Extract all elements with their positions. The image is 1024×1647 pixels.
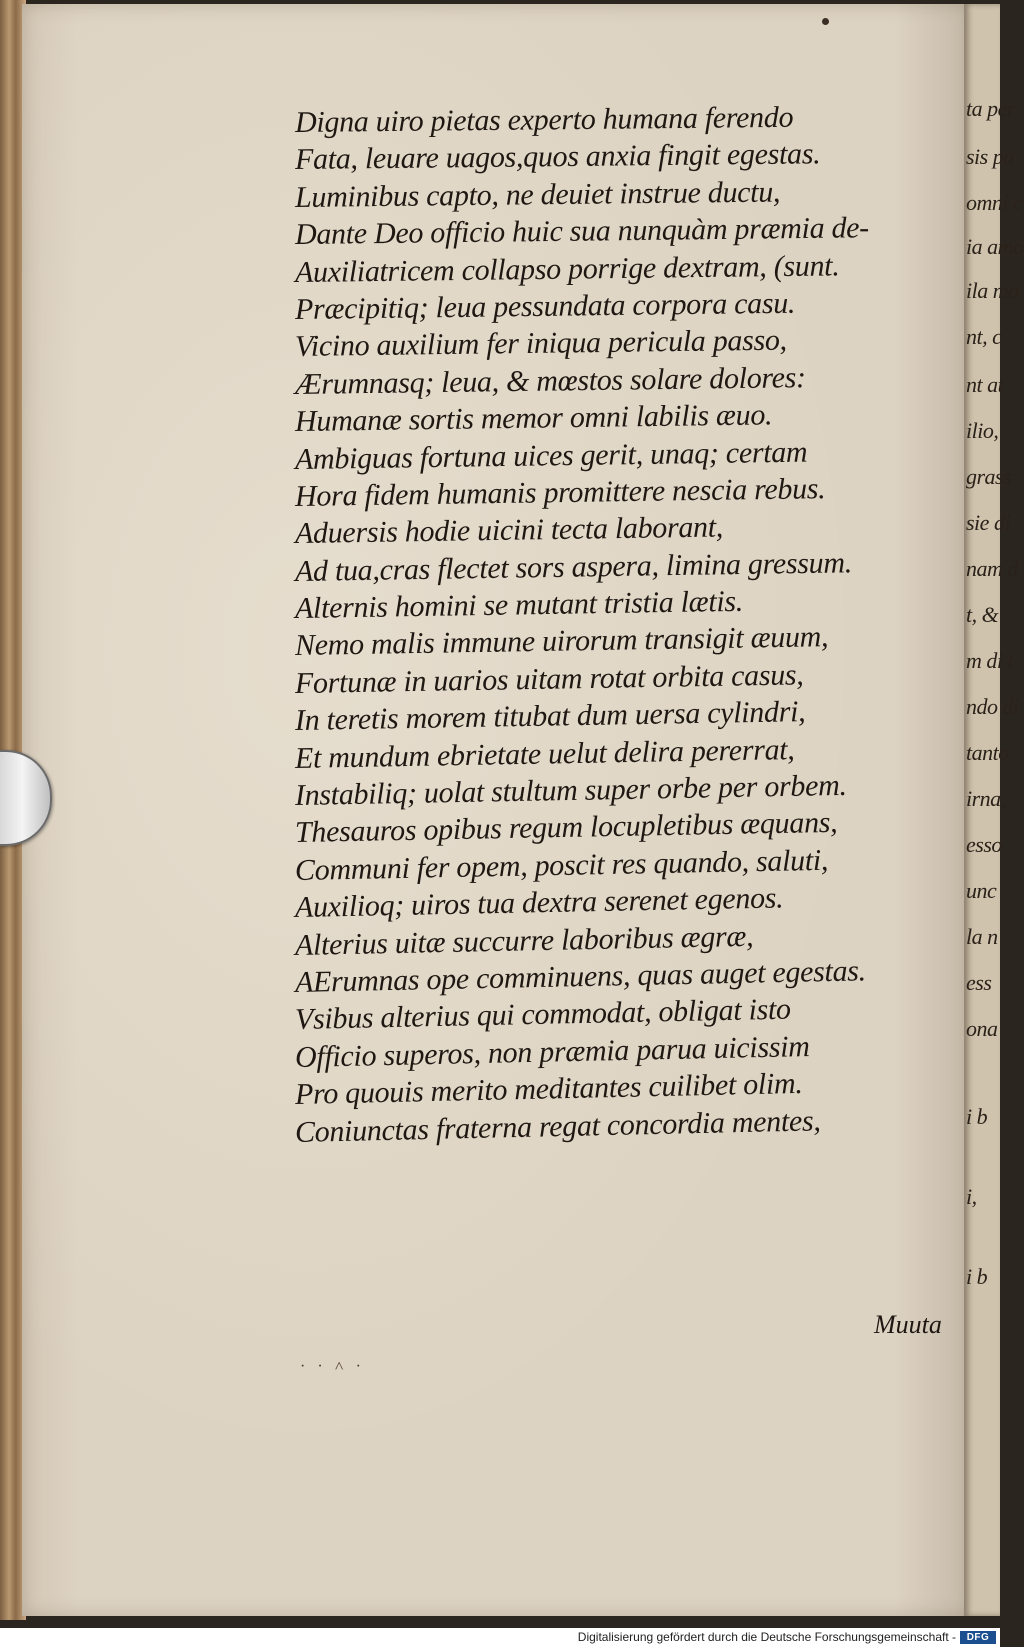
- next-page-strip: ta per sis pa omni c ia amo ila mo nt, c nt at ilio, grass sie di nam d t, & m di t ndo di tanto irna, esso unc la n ess ona i b i, i b: [964, 4, 1000, 1616]
- ink-marks: · · ˄ ·: [300, 1358, 366, 1375]
- verse-line: Coniunctas fraterna regat concordia mentes,: [294, 1103, 821, 1149]
- verse-line: Ærumnasq; leua, & mœstos solare dolores:: [294, 360, 806, 401]
- verse-line: Ambiguas fortuna uices gerit, unaq; certam: [294, 435, 808, 476]
- dfg-logo: DFG: [960, 1631, 996, 1644]
- ink-dot: [822, 18, 829, 25]
- verse-line: Pro quouis merito meditantes cuilibet olim.: [294, 1067, 803, 1112]
- verse-line: Et mundum ebrietate uelut delira pererrat,: [294, 732, 795, 775]
- verse-line: Thesauros opibus regum locupletibus æquans,: [294, 806, 838, 850]
- verse-line: Vsibus alterius qui commodat, obligat isto: [294, 992, 791, 1037]
- verse-line: Humanæ sortis memor omni labilis æuo.: [294, 398, 773, 439]
- verse-block: [294, 100, 965, 1151]
- verse-line: Auxiliatricem collapso porrige dextram, (sunt.: [294, 248, 840, 289]
- catchword: Muuta: [874, 1310, 942, 1339]
- verse-line: Hora fidem humanis promittere nescia rebus.: [294, 472, 826, 513]
- verse-line: Præcipitiq; leua pessundata corpora casu.: [294, 286, 796, 326]
- verse-line: AErumnas ope comminuens, quas auget egestas.: [294, 954, 867, 999]
- footer-credit: Digitalisierung gefördert durch die Deutsche Forschungsgemeinschaft -: [577, 1630, 956, 1644]
- verse-line: In teretis morem titubat dum uersa cylindri,: [294, 695, 806, 738]
- verse-line: Ad tua,cras flectet sors aspera, limina gressum.: [294, 545, 853, 588]
- verse-line: Fata, leuare uagos,quos anxia fingit egestas.: [294, 137, 821, 177]
- verse-line: Instabiliq; uolat stultum super orbe per orbem.: [294, 768, 847, 813]
- verse-line: Aduersis hodie uicini tecta laborant,: [294, 510, 724, 551]
- verse-line: Nemo malis immune uirorum transigit æuum,: [294, 620, 829, 663]
- verse-line: Digna uiro pietas experto humana ferendo: [294, 100, 794, 139]
- verse-line: Alterius uitæ succurre laboribus ægræ,: [294, 919, 754, 962]
- verse-line: Communi fer opem, poscit res quando, saluti,: [294, 843, 829, 887]
- verse-line: Alternis homini se mutant tristia lætis.: [294, 584, 744, 626]
- verse-line: Vicino auxilium fer iniqua pericula passo,: [294, 323, 787, 364]
- verse-line: Luminibus capto, ne deuiet instrue ductu,: [294, 175, 781, 214]
- verse-line: Dante Deo officio huic sua nunquàm præmia de-: [294, 211, 870, 252]
- verse-line: Auxilioq; uiros tua dextra serenet egenos.: [294, 881, 784, 925]
- verse-line: Officio superos, non præmia parua uicissim: [294, 1029, 810, 1074]
- verse-line: Fortunæ in uarios uitam rotat orbita casus,: [294, 658, 804, 700]
